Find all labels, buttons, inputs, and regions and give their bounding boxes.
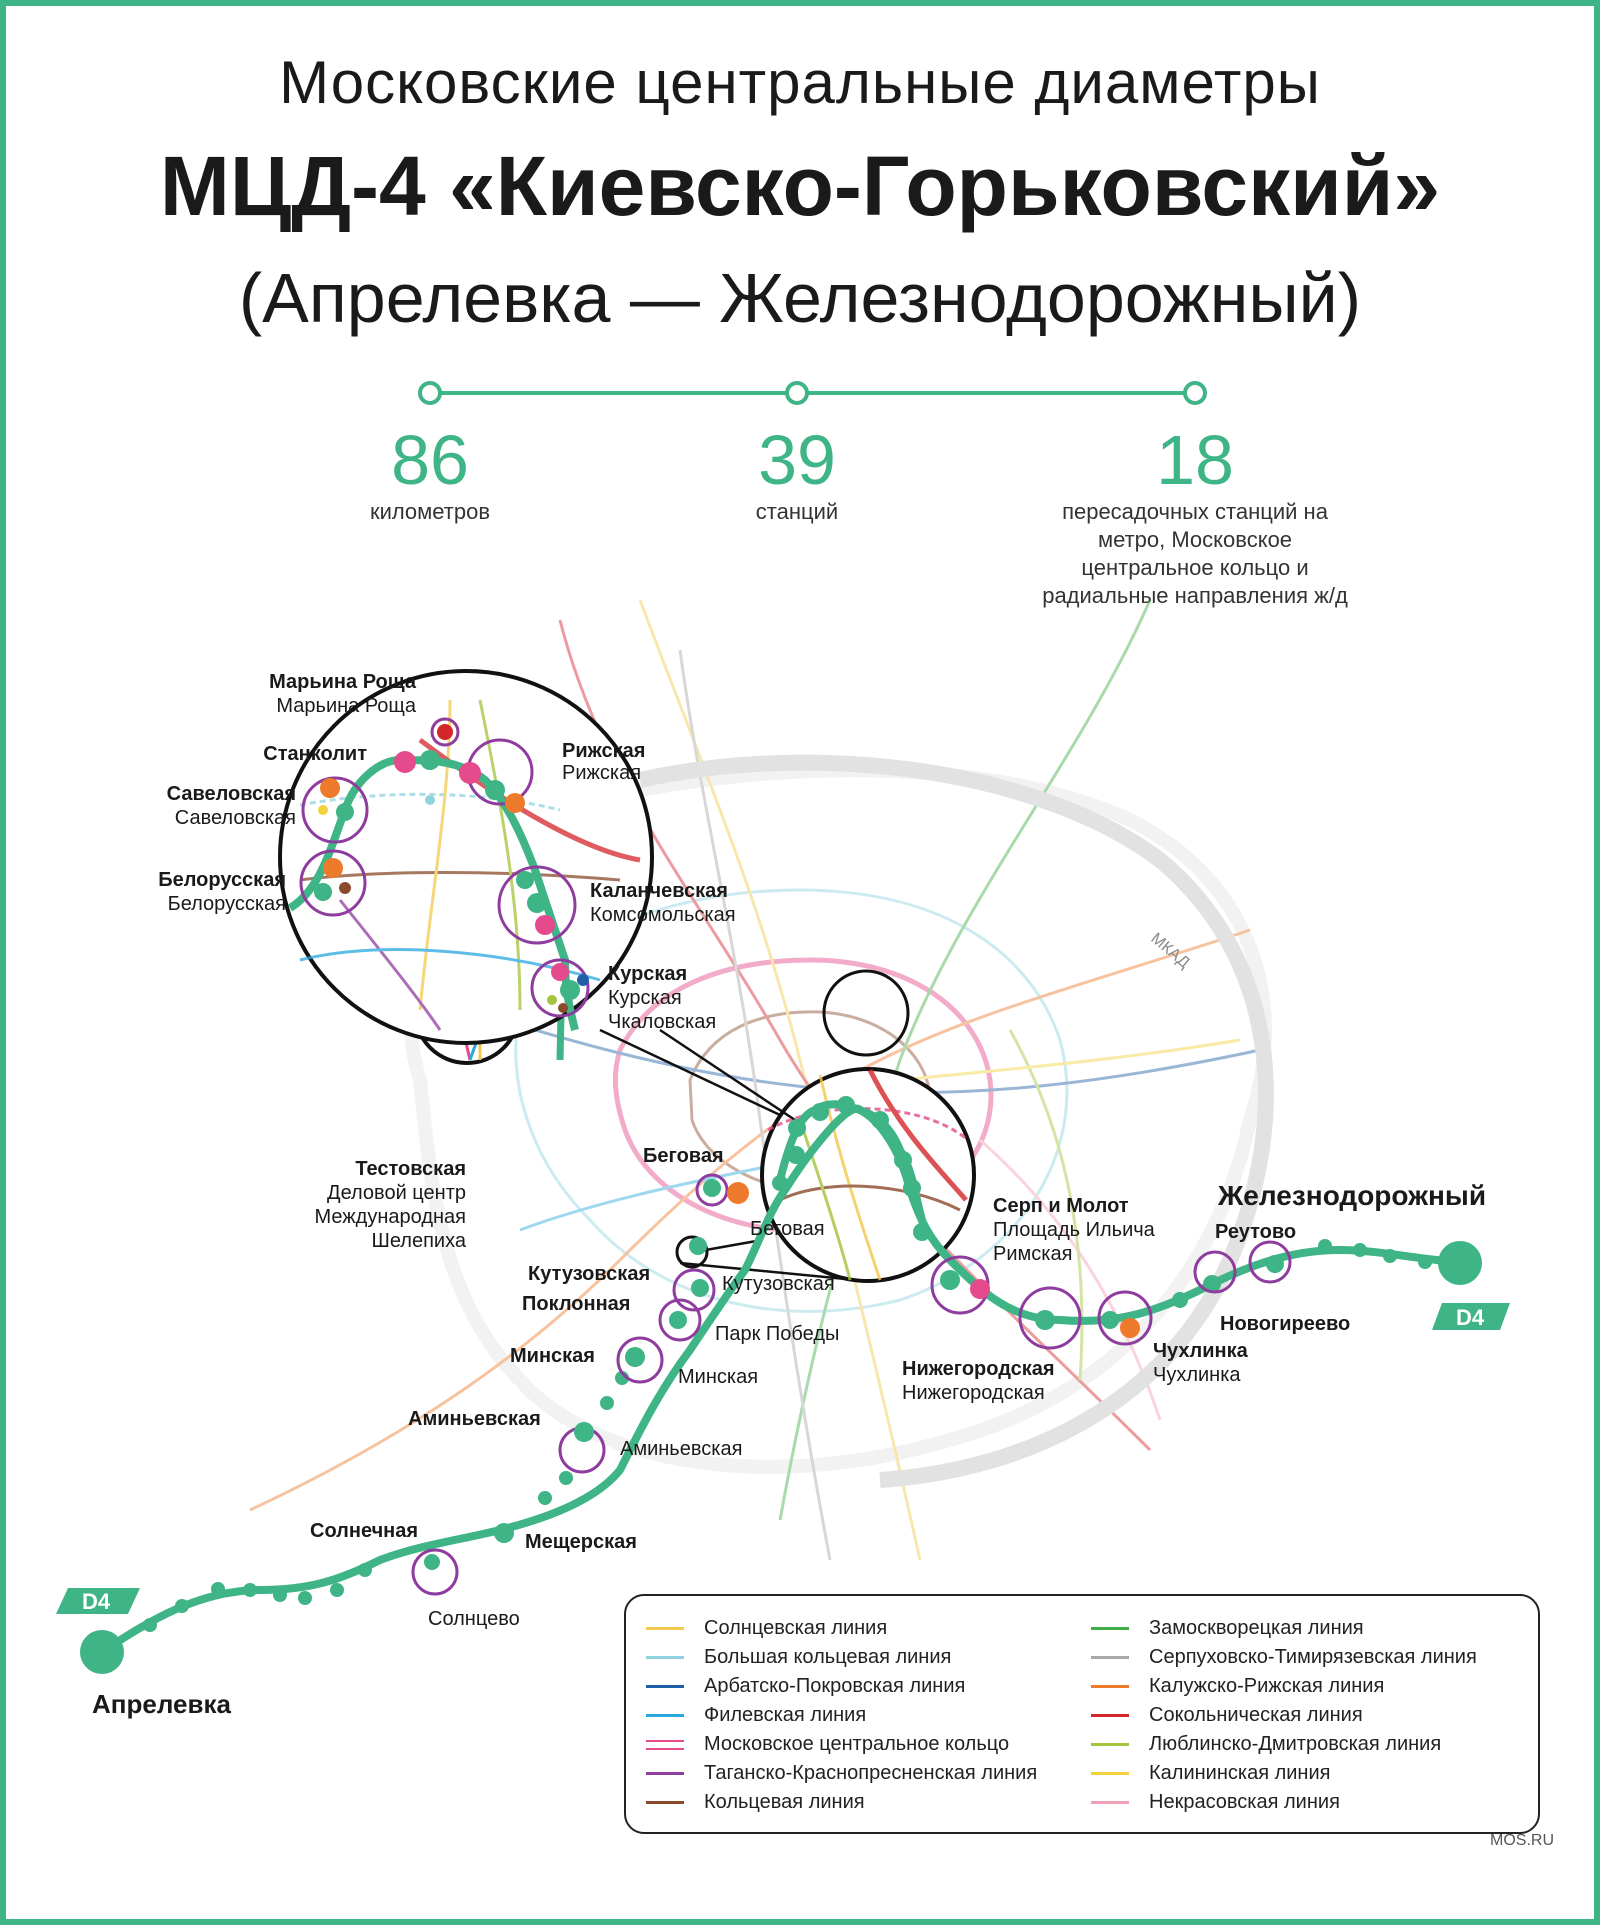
label-stankolit: Станколит — [263, 743, 367, 765]
legend-item — [1091, 1788, 1477, 1817]
legend-label: Арбатско-Покровская линия — [704, 1675, 966, 1697]
label-komsomolskaya: Комсомольская — [590, 904, 736, 926]
legend-swatch — [1091, 1772, 1129, 1775]
label-chkalovskaya: Чкаловская — [608, 1011, 717, 1033]
legend-label: Солнцевская линия — [704, 1617, 888, 1639]
legend-label: Калининская линия — [1149, 1762, 1331, 1784]
label-testovskaya: Тестовская — [355, 1158, 466, 1180]
legend-item — [646, 1643, 1037, 1672]
label-zheleznodorozhny: Железнодорожный — [1218, 1180, 1487, 1211]
legend-swatch — [646, 1714, 684, 1717]
label-poklonnaya: Поклонная — [522, 1293, 631, 1315]
legend-label: Филевская линия — [704, 1704, 867, 1726]
stat-km-label: километров — [369, 499, 491, 524]
label-rizhskaya: Рижская — [562, 740, 646, 762]
label-savelovskaya: Савеловская — [166, 783, 296, 805]
legend-swatch — [646, 1685, 684, 1688]
stat-transfers-value: 18 — [1156, 421, 1234, 499]
label-aminyevskaya-metro: Аминьевская — [620, 1438, 743, 1460]
label-kutuzovskaya-metro: Кутузовская — [722, 1273, 835, 1295]
poster-title: МЦД-4 «Киевско-Горьковский» — [159, 139, 1441, 233]
label-solntsevo: Солнцево — [428, 1608, 520, 1630]
label-kurskaya-metro: Курская — [608, 987, 682, 1009]
zoom-circle-north — [280, 671, 652, 1043]
label-maryina-roshcha-metro: Марьина Роща — [276, 695, 416, 717]
label-begovaya: Беговая — [643, 1145, 724, 1167]
d4-badge-west — [56, 1588, 140, 1614]
legend-swatch — [1091, 1627, 1129, 1630]
label-ploshchad-ilyicha: Площадь Ильича — [993, 1219, 1155, 1241]
label-meshcherskaya: Мещерская — [525, 1531, 637, 1553]
label-novogireevo: Новогиреево — [1220, 1313, 1351, 1335]
label-chukhlinka-metro: Чухлинка — [1153, 1364, 1241, 1386]
legend-swatch — [1091, 1714, 1129, 1717]
legend-item — [646, 1672, 1037, 1701]
svg-text:D4: D4 — [1455, 1305, 1485, 1330]
label-park-pobedy: Парк Победы — [715, 1323, 840, 1345]
label-nizhegorodskaya-metro: Нижегородская — [902, 1382, 1045, 1404]
legend-label: Замоскворецкая линия — [1149, 1617, 1364, 1639]
legend-left-column — [646, 1614, 1037, 1817]
mkad-label: МКАД — [1147, 930, 1193, 972]
label-chukhlinka: Чухлинка — [1153, 1340, 1248, 1362]
legend-label: Серпуховско-Тимирязевская линия — [1149, 1646, 1477, 1668]
route-title: (Апрелевка — Железнодорожный) — [238, 259, 1362, 337]
label-belorusskaya-metro: Белорусская — [167, 893, 286, 915]
label-minskaya-metro: Минская — [678, 1366, 759, 1388]
legend-label: Таганско-Краснопресненская линия — [704, 1762, 1038, 1784]
legend-item — [1091, 1643, 1477, 1672]
poster-subtitle: Московские центральные диаметры — [279, 49, 1321, 116]
legend-swatch — [646, 1740, 684, 1750]
label-mezhdunarodnaya: Международная — [314, 1206, 466, 1228]
legend-item — [646, 1614, 1037, 1643]
label-savelovskaya-metro: Савеловская — [174, 807, 296, 829]
stat-stations-value: 39 — [758, 421, 836, 499]
label-aprelevka: Апрелевка — [92, 1689, 231, 1719]
label-maryina-roshcha: Марьина Роща — [269, 671, 416, 693]
label-solnechnaya: Солнечная — [310, 1520, 419, 1542]
legend-item — [646, 1730, 1037, 1759]
legend-label: Калужско-Рижская линия — [1149, 1675, 1385, 1697]
legend-swatch — [1091, 1743, 1129, 1746]
legend-swatch — [646, 1627, 684, 1630]
label-serp-i-molot: Серп и Молот — [993, 1195, 1129, 1217]
label-begovaya-metro: Беговая — [750, 1218, 825, 1240]
legend-swatch — [646, 1801, 684, 1804]
label-kutuzovskaya: Кутузовская — [528, 1263, 651, 1285]
label-reutovo: Реутово — [1215, 1221, 1297, 1243]
label-kalanchevskaya: Каланчевская — [590, 880, 728, 902]
legend-item — [1091, 1672, 1477, 1701]
label-nizhegorodskaya: Нижегородская — [902, 1358, 1055, 1380]
svg-text:D4: D4 — [81, 1589, 111, 1614]
legend-item — [1091, 1701, 1477, 1730]
label-minskaya: Минская — [510, 1345, 595, 1367]
label-rizhskaya-metro: Рижская — [562, 762, 642, 784]
stat-stations-label: станций — [755, 499, 839, 524]
legend-item — [1091, 1614, 1477, 1643]
legend — [624, 1594, 1540, 1834]
legend-right-column — [1091, 1614, 1477, 1817]
label-rimskaya: Римская — [993, 1243, 1073, 1265]
label-shelepikha: Шелепиха — [371, 1230, 466, 1252]
legend-swatch — [1091, 1801, 1129, 1804]
legend-item — [1091, 1730, 1477, 1759]
legend-item — [646, 1759, 1037, 1788]
stat-transfers-label: пересадочных станций на метро, Московское центральное кольцо и радиальные направления ж/д — [1042, 499, 1348, 608]
legend-item — [646, 1788, 1037, 1817]
label-kurskaya: Курская — [608, 963, 688, 985]
legend-label: Московское центральное кольцо — [704, 1733, 1010, 1755]
label-belorusskaya: Белорусская — [158, 869, 286, 891]
stat-km-value: 86 — [391, 421, 469, 499]
legend-item — [646, 1701, 1037, 1730]
legend-label: Некрасовская линия — [1149, 1791, 1340, 1813]
legend-label: Люблинско-Дмитровская линия — [1149, 1733, 1442, 1755]
source-mark: MOS.RU — [1490, 1832, 1554, 1849]
legend-item — [1091, 1759, 1477, 1788]
label-delovoy: Деловой центр — [327, 1182, 466, 1204]
legend-label: Большая кольцевая линия — [704, 1646, 952, 1668]
legend-swatch — [1091, 1656, 1129, 1659]
legend-label: Кольцевая линия — [704, 1791, 865, 1813]
d4-badge-east — [1432, 1303, 1510, 1330]
legend-swatch — [646, 1772, 684, 1775]
legend-label: Сокольническая линия — [1149, 1704, 1363, 1726]
legend-swatch — [1091, 1685, 1129, 1688]
legend-swatch — [646, 1656, 684, 1659]
label-aminyevskaya: Аминьевская — [408, 1408, 541, 1430]
